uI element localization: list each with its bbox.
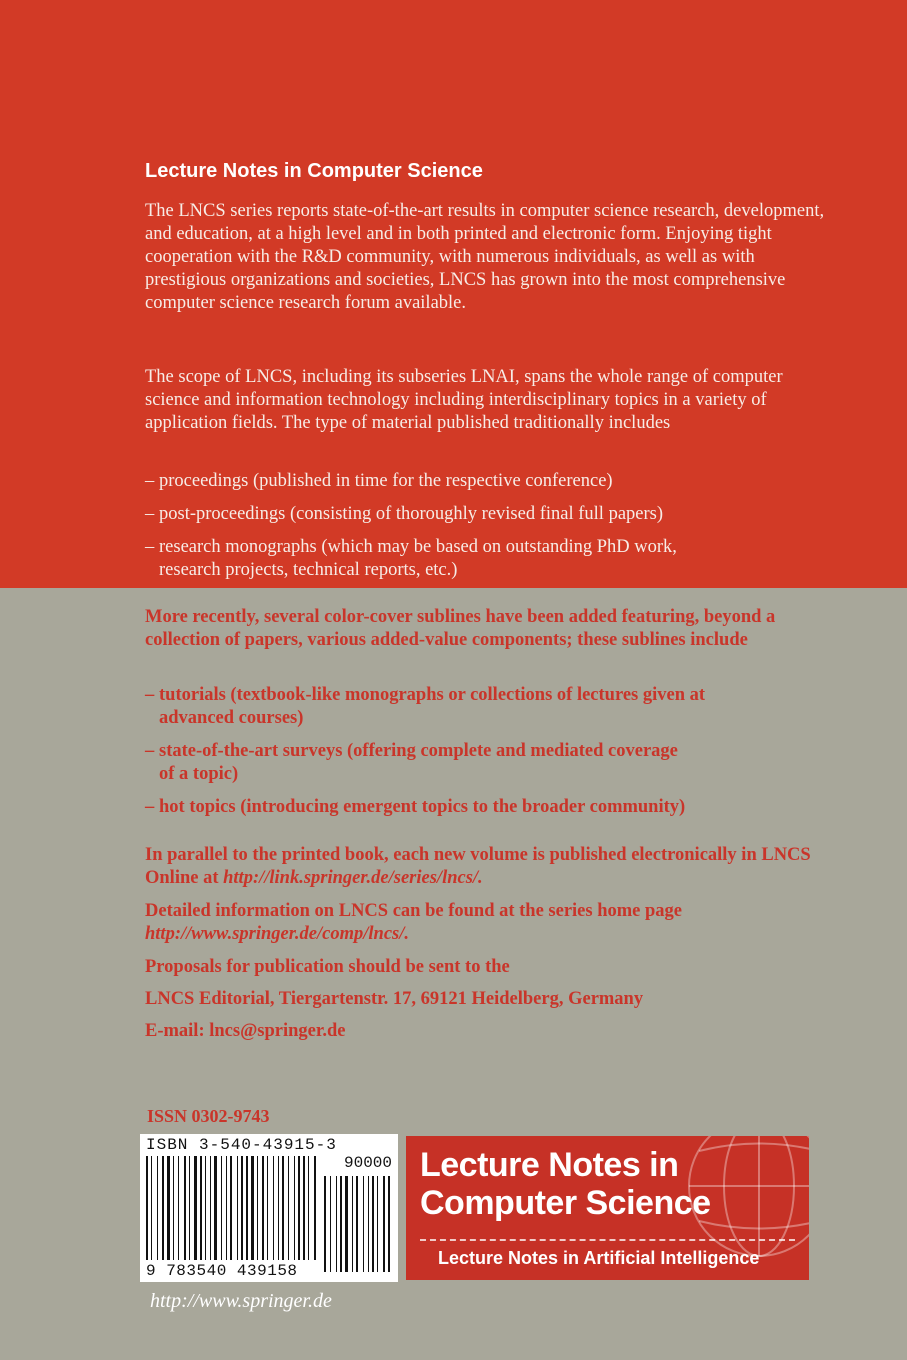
brand-line-2: Computer Science — [420, 1184, 711, 1222]
barcode-bar — [345, 1176, 348, 1272]
list-dash: – — [145, 685, 155, 705]
barcode-bar — [230, 1156, 232, 1260]
list-item-text: proceedings (published in time for the respective conference) — [159, 471, 613, 491]
barcode-bar — [241, 1156, 243, 1260]
list-item-continuation: advanced courses) — [159, 708, 304, 728]
barcode-bar — [189, 1156, 190, 1260]
issn: ISSN 0302-9743 — [147, 1106, 270, 1126]
email-line: E-mail: lncs@springer.de — [145, 1021, 346, 1041]
barcode-bar — [162, 1156, 164, 1260]
list-item-text: research monographs (which may be based on outstanding PhD work, — [159, 537, 677, 557]
barcode-bar — [178, 1156, 179, 1260]
barcode-bar — [194, 1156, 197, 1260]
barcode-bar — [308, 1156, 309, 1260]
barcode-bar — [251, 1156, 254, 1260]
list-item — [145, 503, 825, 526]
list-dash: – — [145, 471, 155, 491]
barcode-bar — [246, 1156, 248, 1260]
barcode-bar — [352, 1176, 353, 1272]
barcode-bar — [167, 1156, 170, 1260]
list-item — [145, 796, 825, 819]
barcode-bar — [368, 1176, 369, 1272]
barcode-bar — [214, 1156, 217, 1260]
brand-divider — [420, 1239, 795, 1241]
barcode-bar — [157, 1156, 158, 1260]
list-item-text: tutorials (textbook-like monographs or collections of lectures given at — [159, 685, 706, 705]
barcode-bar — [372, 1176, 374, 1272]
barcode-bar — [303, 1156, 305, 1260]
list-item — [145, 740, 825, 786]
list-dash: – — [145, 797, 155, 817]
barcode-bar — [288, 1156, 289, 1260]
online-paragraph — [145, 844, 825, 890]
barcode-bar — [273, 1156, 274, 1260]
barcode-bar — [330, 1176, 331, 1272]
list-item-text: state-of-the-art surveys (offering complete and mediated coverage — [159, 741, 678, 761]
online-text: In parallel to the printed book, each new volume is published electronically in LNCS Online at — [145, 845, 811, 888]
brand-line-3: Lecture Notes in Artificial Intelligence — [438, 1248, 760, 1268]
barcode-bar — [205, 1156, 206, 1260]
online-link[interactable]: http://link.springer.de/series/lncs/. — [223, 868, 483, 888]
barcode-bar — [146, 1156, 148, 1260]
homepage-link[interactable]: http://www.springer.de/comp/lncs/. — [145, 924, 410, 944]
barcode-bar — [226, 1156, 227, 1260]
list-item-text: post-proceedings (consisting of thoroughly revised final full papers) — [159, 504, 664, 524]
barcode-bar — [262, 1156, 264, 1260]
list-item-continuation: research projects, technical reports, etc.) — [159, 560, 458, 580]
barcode-bar — [257, 1156, 258, 1260]
barcode-bar — [210, 1156, 211, 1260]
ean-number: 9 783540 439158 — [146, 1262, 298, 1280]
barcode-bar — [267, 1156, 268, 1260]
list-item — [145, 470, 825, 493]
isbn-label: ISBN 3-540-43915-3 — [146, 1136, 337, 1154]
brand-line-1: Lecture Notes in — [420, 1146, 679, 1184]
barcode-bar — [324, 1176, 326, 1272]
barcode-bar — [221, 1156, 222, 1260]
addon-code: 90000 — [343, 1154, 392, 1172]
list-item-continuation: of a topic) — [159, 764, 239, 784]
barcode-bar — [237, 1156, 238, 1260]
homepage-paragraph — [145, 900, 825, 946]
sublines-paragraph: More recently, several color-cover sublines have been added featuring, beyond a collection of papers, various added-value components; these sublines include — [145, 607, 776, 650]
intro-paragraph: The LNCS series reports state-of-the-art results in computer science research, development, and education, at a high level and in both printed and electronic form. Enjoying tight cooperation with the R&D community, with numerous individuals, as well as with prestigious organizations and societies, LNCS has grown into the most comprehensive computer science research forum available. — [145, 201, 825, 313]
barcode-bar — [184, 1156, 186, 1260]
scope-paragraph: The scope of LNCS, including its subseries LNAI, spans the whole range of computer science and information technology including interdisciplinary topics in a variety of application fields. The type of material published traditionally includes — [145, 367, 783, 433]
barcode-bar — [388, 1176, 390, 1272]
list-item — [145, 684, 825, 730]
section-title: Lecture Notes in Computer Science — [145, 160, 483, 182]
barcode-bar — [294, 1156, 295, 1260]
list-dash: – — [145, 537, 155, 557]
homepage-text: Detailed information on LNCS can be found at the series home page — [145, 901, 683, 921]
barcode-bar — [298, 1156, 300, 1260]
barcode-bar — [314, 1156, 316, 1260]
barcode-bar — [200, 1156, 202, 1260]
list-dash: – — [145, 504, 155, 524]
barcode-bar — [151, 1156, 152, 1260]
editorial-address: LNCS Editorial, Tiergartenstr. 17, 69121 Heidelberg, Germany — [145, 989, 644, 1009]
barcode-bar — [173, 1156, 174, 1260]
series-logo — [406, 1136, 809, 1280]
list-item-text: hot topics (introducing emergent topics to the broader community) — [159, 797, 686, 817]
barcode-bar — [377, 1176, 378, 1272]
publisher-url[interactable]: http://www.springer.de — [150, 1290, 332, 1312]
barcode-bar — [278, 1156, 279, 1260]
barcode-bar — [363, 1176, 364, 1272]
list-item — [145, 536, 825, 582]
barcode-bar — [282, 1156, 284, 1260]
list-dash: – — [145, 741, 155, 761]
barcode-bar — [340, 1176, 342, 1272]
barcode — [140, 1134, 398, 1282]
barcode-bar — [383, 1176, 385, 1272]
barcode-bar — [336, 1176, 337, 1272]
proposals-text: Proposals for publication should be sent to the — [145, 957, 510, 977]
barcode-bar — [356, 1176, 358, 1272]
